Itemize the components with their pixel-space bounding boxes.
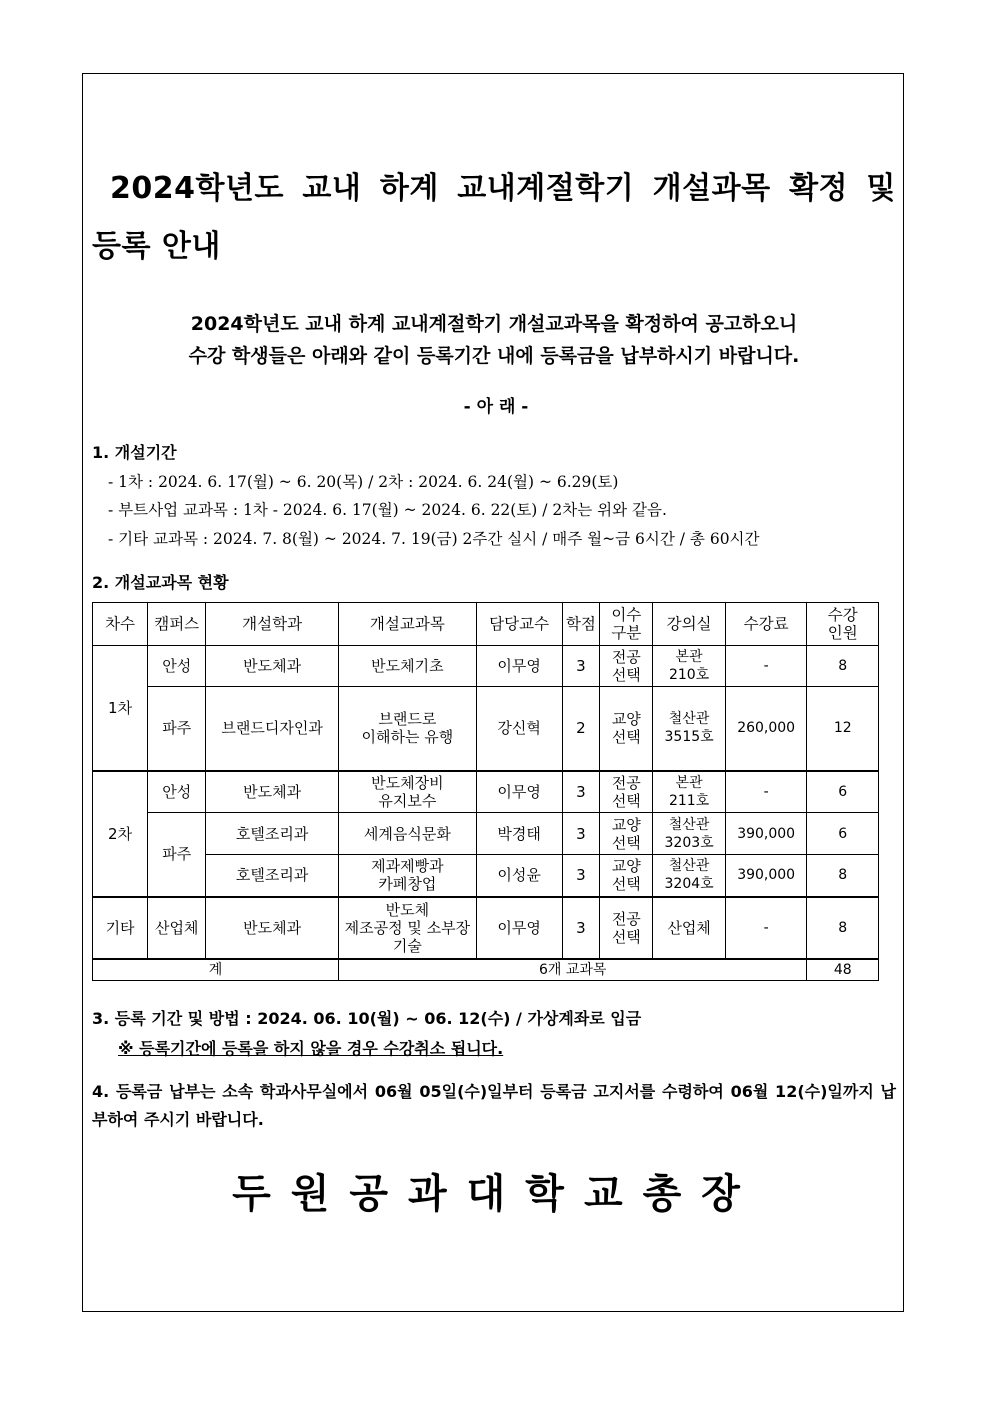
course-cell: 반도체 제조공정 및 소부장기술 — [338, 897, 476, 959]
title-line-1: 2024학년도 교내 하계 교내계절학기 개설과목 확정 및 — [110, 171, 896, 206]
credit-cell: 3 — [562, 855, 600, 897]
total-courses: 6개 교과목 — [338, 959, 807, 981]
course-cell: 반도체장비 유지보수 — [338, 771, 476, 813]
room-cell: 철산관 3515호 — [653, 687, 725, 771]
table-row — [93, 855, 879, 897]
col-prof: 담당교수 — [476, 603, 562, 646]
fee-cell: - — [725, 897, 807, 959]
col-credit: 학점 — [562, 603, 600, 646]
fee-cell: - — [725, 771, 807, 813]
period-line-3: - 기타 교과목 : 2024. 7. 8(월) ~ 2024. 7. 19(금) 2주간 실시 / 매주 월~금 6시간 / 총 60시간 — [108, 530, 760, 548]
col-type: 이수 구분 — [600, 603, 653, 646]
room-cell: 철산관 3204호 — [653, 855, 725, 897]
round-cell: 기타 — [93, 897, 148, 959]
room-cell: 철산관 3203호 — [653, 813, 725, 855]
round-cell: 1차 — [93, 646, 148, 771]
registration-period: 3. 등록 기간 및 방법 : 2024. 06. 10(월) ~ 06. 12(수) / 가상계좌로 입금 — [92, 1009, 642, 1028]
type-cell: 전공 선택 — [600, 771, 653, 813]
intro-line-1: 2024학년도 교내 하계 교내계절학기 개설교과목을 확정하여 공고하오니 — [190, 313, 798, 335]
col-campus: 캠퍼스 — [148, 603, 206, 646]
prof-cell: 박경태 — [476, 813, 562, 855]
campus-cell: 파주 — [148, 687, 206, 771]
campus-cell: 안성 — [148, 646, 206, 687]
period-line-2: - 부트사업 교과목 : 1차 - 2024. 6. 17(월) ~ 2024. 6. 22(토) / 2차는 위와 같음. — [108, 501, 667, 519]
table-row — [93, 813, 879, 855]
section2-heading: 2. 개설교과목 현황 — [92, 573, 229, 592]
total-count: 48 — [807, 959, 879, 981]
registration-warning: ※ 등록기간에 등록을 하지 않을 경우 수강취소 됩니다. — [118, 1039, 504, 1058]
dept-cell: 브랜드디자인과 — [206, 687, 339, 771]
course-cell: 반도체기초 — [338, 646, 476, 687]
room-cell: 산업체 — [653, 897, 725, 959]
type-cell: 전공 선택 — [600, 646, 653, 687]
col-count: 수강 인원 — [807, 603, 879, 646]
dept-cell: 반도체과 — [206, 771, 339, 813]
section1-heading: 1. 개설기간 — [92, 443, 177, 462]
count-cell: 6 — [807, 771, 879, 813]
count-cell: 6 — [807, 813, 879, 855]
prof-cell: 강신혁 — [476, 687, 562, 771]
prof-cell: 이무영 — [476, 771, 562, 813]
room-cell: 본관 210호 — [653, 646, 725, 687]
col-dept: 개설학과 — [206, 603, 339, 646]
intro-line-2: 수강 학생들은 아래와 같이 등록기간 내에 등록금을 납부하시기 바랍니다. — [188, 345, 800, 367]
campus-cell: 파주 — [148, 813, 206, 897]
campus-cell: 안성 — [148, 771, 206, 813]
fee-cell: 260,000 — [725, 687, 807, 771]
period-line-1: - 1차 : 2024. 6. 17(월) ~ 6. 20(목) / 2차 : 2024. 6. 24(월) ~ 6.29(토) — [108, 473, 619, 491]
prof-cell: 이무영 — [476, 897, 562, 959]
type-cell: 교양 선택 — [600, 813, 653, 855]
count-cell: 12 — [807, 687, 879, 771]
course-cell: 세계음식문화 — [338, 813, 476, 855]
round-cell: 2차 — [93, 771, 148, 897]
signature: 두원공과대학교총장 — [232, 1171, 760, 1217]
course-cell: 제과제빵과 카페창업 — [338, 855, 476, 897]
payment-notice: 4. 등록금 납부는 소속 학과사무실에서 06월 05일(수)일부터 등록금 고지서를 수령하여 06월 12(수)일까지 납부하여 주시기 바랍니다. — [92, 1082, 896, 1129]
table-total-row — [93, 959, 879, 981]
table-row — [93, 646, 879, 687]
col-course: 개설교과목 — [338, 603, 476, 646]
dept-cell: 호텔조리과 — [206, 855, 339, 897]
credit-cell: 3 — [562, 897, 600, 959]
intro-paragraph — [92, 308, 896, 372]
count-cell: 8 — [807, 646, 879, 687]
course-table — [92, 602, 879, 981]
total-label: 계 — [93, 959, 339, 981]
campus-cell: 산업체 — [148, 897, 206, 959]
dept-cell: 반도체과 — [206, 897, 339, 959]
credit-cell: 3 — [562, 813, 600, 855]
table-header-row — [93, 603, 879, 646]
prof-cell: 이성윤 — [476, 855, 562, 897]
title-line-2: 등록 안내 — [92, 229, 221, 264]
page-title — [92, 160, 896, 276]
prof-cell: 이무영 — [476, 646, 562, 687]
table-row — [93, 897, 879, 959]
fee-cell: - — [725, 646, 807, 687]
fee-cell: 390,000 — [725, 855, 807, 897]
dept-cell: 반도체과 — [206, 646, 339, 687]
dept-cell: 호텔조리과 — [206, 813, 339, 855]
credit-cell: 3 — [562, 646, 600, 687]
course-cell: 브랜드로 이해하는 유행 — [338, 687, 476, 771]
type-cell: 전공 선택 — [600, 897, 653, 959]
credit-cell: 3 — [562, 771, 600, 813]
table-row — [93, 771, 879, 813]
col-room: 강의실 — [653, 603, 725, 646]
room-cell: 본관 211호 — [653, 771, 725, 813]
type-cell: 교양 선택 — [600, 855, 653, 897]
count-cell: 8 — [807, 897, 879, 959]
credit-cell: 2 — [562, 687, 600, 771]
type-cell: 교양 선택 — [600, 687, 653, 771]
table-row — [93, 687, 879, 771]
fee-cell: 390,000 — [725, 813, 807, 855]
notice-mark: - 아 래 - — [463, 397, 529, 417]
col-round: 차수 — [93, 603, 148, 646]
col-fee: 수강료 — [725, 603, 807, 646]
count-cell: 8 — [807, 855, 879, 897]
